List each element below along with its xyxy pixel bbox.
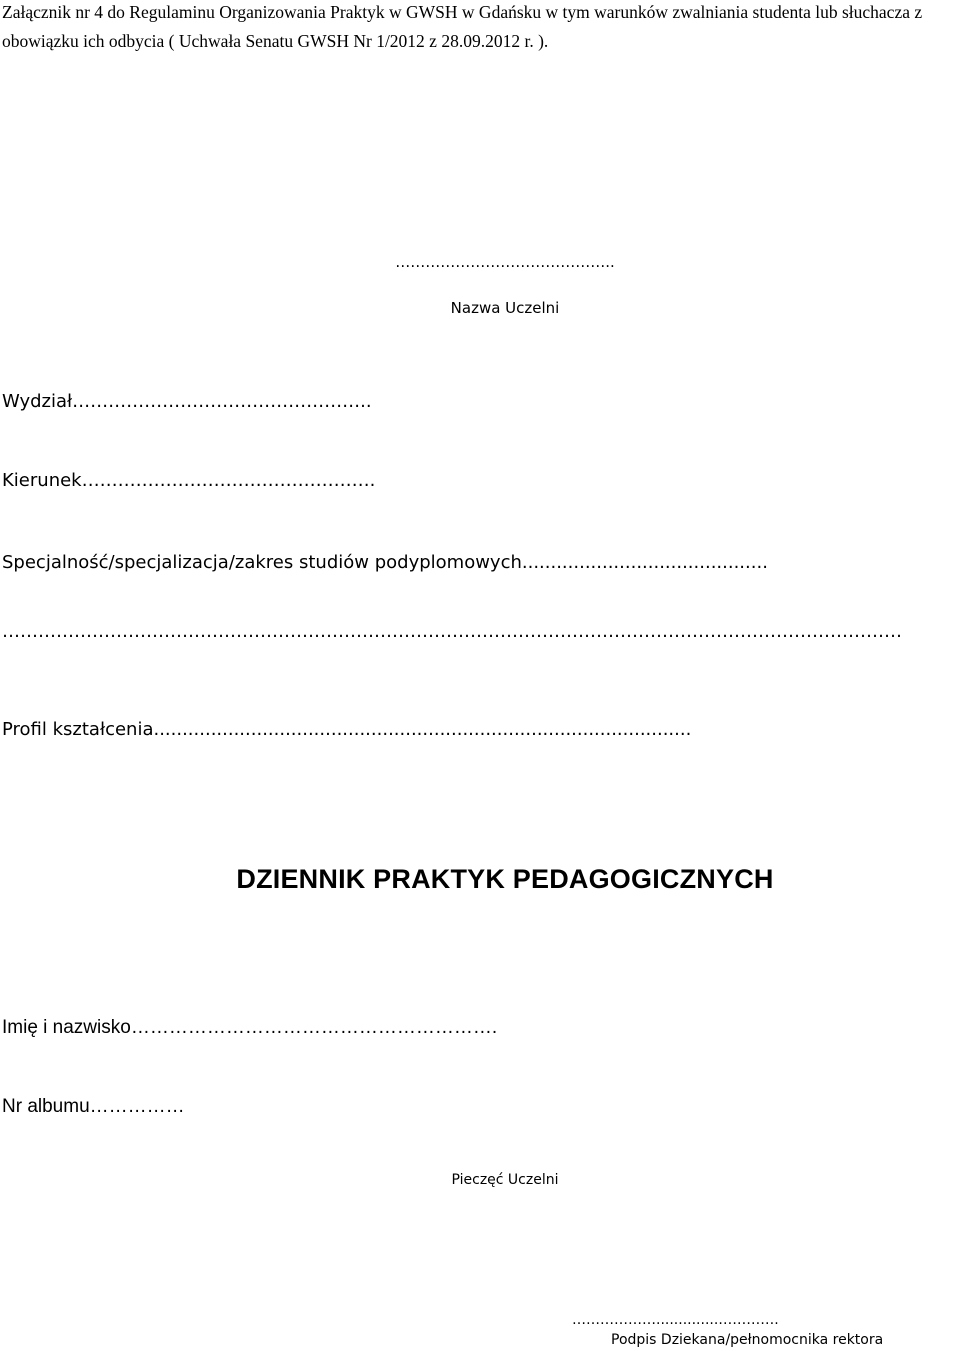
signature-blank: ………………..............…………. xyxy=(572,1312,779,1328)
attachment-header-line-2: obowiązku ich odbycia ( Uchwała Senatu GWSH Nr 1/2012 z 28.09.2012 r. ). xyxy=(2,31,549,51)
album-number-field: Nr albumu…………… xyxy=(2,1096,185,1117)
specialization-continuation-blank: …………………………………………………………………………………………………………………………………… xyxy=(2,621,902,642)
university-seal-label: Pieczęć Uczelni xyxy=(451,1172,559,1188)
university-name-label: Nazwa Uczelni xyxy=(450,299,560,317)
attachment-header-line-1: Załącznik nr 4 do Regulaminu Organizowania Praktyk w GWSH w Gdańsku w tym warunków zwalniania studenta lub słuchacza z xyxy=(2,2,923,22)
student-name-field: Imię i nazwisko…………………………………………………. xyxy=(2,1017,498,1038)
university-name-blank: …………………………………….. xyxy=(395,253,615,271)
education-profile-field: Profil kształcenia.............................................................................................. xyxy=(2,719,692,740)
course-field: Kierunek…………………………………………. xyxy=(2,470,376,491)
document-title: DZIENNIK PRAKTYK PEDAGOGICZNYCH xyxy=(236,864,774,894)
specialization-field: Specjalność/specjalizacja/zakres studiów podyplomowych........................................... xyxy=(2,552,768,573)
faculty-field: Wydział………………………………………….. xyxy=(2,391,372,412)
signature-label: Podpis Dziekana/pełnomocnika rektora xyxy=(611,1332,884,1348)
